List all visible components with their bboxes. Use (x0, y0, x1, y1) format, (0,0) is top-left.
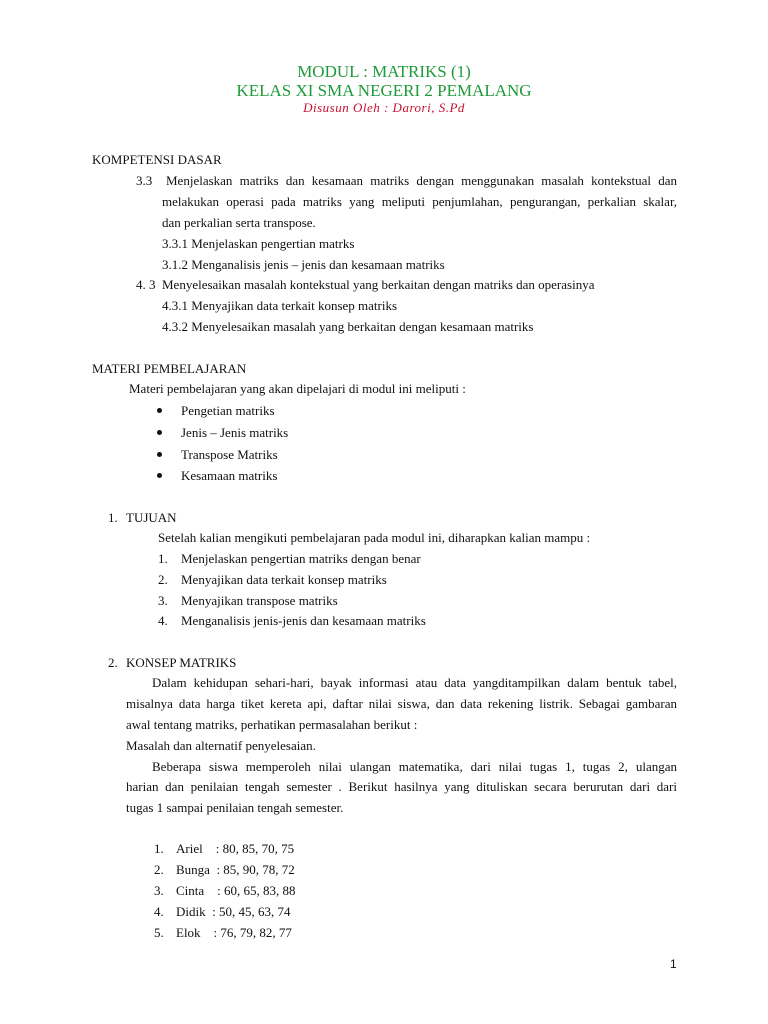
student-number: 2. (154, 862, 164, 877)
class-title: KELAS XI SMA NEGERI 2 PEMALANG (236, 81, 532, 100)
bullet-icon (157, 473, 162, 478)
tujuan-item-1: Menjelaskan pengertian matriks dengan benar (181, 551, 421, 566)
bullet-icon (157, 452, 162, 457)
kd1-line-2: melakukan operasi pada matriks yang meliputi penjumlahan, pengurangan, perkalian skalar, (162, 194, 677, 209)
konsep-para1-line-2: misalnya data harga tiket kereta api, daftar nilai siswa, dan data rekening listrik. Sebagai gambaran (126, 696, 677, 711)
tujuan-item-number: 4. (158, 613, 168, 628)
kd2-number: 4. 3 (136, 277, 156, 292)
kd1-line-1: Menjelaskan matriks dan kesamaan matriks dengan menggunakan masalah kontekstual dan (166, 173, 677, 188)
konsep-para1-line-1: Dalam kehidupan sehari-hari, bayak informasi atau data yangditampilkan dalam bentuk tabel, (152, 675, 677, 690)
tujuan-item-number: 1. (158, 551, 168, 566)
bullet-icon (157, 408, 162, 413)
kd1-number: 3.3 (136, 173, 153, 188)
tujuan-item-3: Menyajikan transpose matriks (181, 593, 338, 608)
materi-item-3: Transpose Matriks (181, 447, 278, 462)
student-score-bunga: Bunga : 85, 90, 78, 72 (176, 862, 295, 877)
materi-intro: Materi pembelajaran yang akan dipelajari di modul ini meliputi : (129, 381, 466, 396)
tujuan-item-number: 2. (158, 572, 168, 587)
kompetensi-heading: KOMPETENSI DASAR (92, 152, 222, 167)
tujuan-item-4: Menganalisis jenis-jenis dan kesamaan matriks (181, 613, 426, 628)
kd1-sub-2: 3.1.2 Menganalisis jenis – jenis dan kesamaan matriks (162, 257, 445, 272)
tujuan-heading: TUJUAN (126, 510, 177, 525)
konsep-para2-line-3: tugas 1 sampai penilaian tengah semester. (126, 800, 344, 815)
student-score-elok: Elok : 76, 79, 82, 77 (176, 925, 292, 940)
materi-item-1: Pengetian matriks (181, 403, 275, 418)
kd2-line: Menyelesaikan masalah kontekstual yang berkaitan dengan matriks dan operasinya (162, 277, 595, 292)
materi-heading: MATERI PEMBELAJARAN (92, 361, 247, 376)
student-score-didik: Didik : 50, 45, 63, 74 (176, 904, 291, 919)
bullet-icon (157, 430, 162, 435)
author-line: Disusun Oleh : Darori, S.Pd (303, 100, 465, 115)
kd1-line-3: dan perkalian serta transpose. (162, 215, 316, 230)
materi-item-2: Jenis – Jenis matriks (181, 425, 289, 440)
masalah-line: Masalah dan alternatif penyelesaian. (126, 738, 316, 753)
student-score-ariel: Ariel : 80, 85, 70, 75 (176, 841, 295, 856)
module-title: MODUL : MATRIKS (1) (297, 62, 471, 81)
konsep-para2-line-2: harian dan penilaian tengah semester . Berikut hasilnya yang dituliskan secara berurutan dari dari (126, 779, 677, 794)
student-number: 5. (154, 925, 164, 940)
kd2-sub-1: 4.3.1 Menyajikan data terkait konsep matriks (162, 298, 398, 313)
kd1-sub-1: 3.3.1 Menjelaskan pengertian matrks (162, 236, 355, 251)
tujuan-item-number: 3. (158, 593, 168, 608)
student-number: 3. (154, 883, 164, 898)
student-number: 4. (154, 904, 164, 919)
kd2-sub-2: 4.3.2 Menyelesaikan masalah yang berkaitan dengan kesamaan matriks (162, 319, 534, 334)
materi-item-4: Kesamaan matriks (181, 468, 278, 483)
konsep-para1-line-3: awal tentang matriks, perhatikan permasalahan berikut : (126, 717, 418, 732)
tujuan-intro: Setelah kalian mengikuti pembelajaran pada modul ini, diharapkan kalian mampu : (158, 530, 591, 545)
student-number: 1. (154, 841, 164, 856)
konsep-number: 2. (108, 655, 118, 670)
tujuan-item-2: Menyajikan data terkait konsep matriks (181, 572, 387, 587)
page-number: 1 (670, 957, 677, 971)
student-score-cinta: Cinta : 60, 65, 83, 88 (176, 883, 296, 898)
konsep-heading: KONSEP MATRIKS (126, 655, 237, 670)
konsep-para2-line-1: Beberapa siswa memperoleh nilai ulangan matematika, dari nilai tugas 1, tugas 2, ulangan (152, 759, 677, 774)
tujuan-number: 1. (108, 510, 118, 525)
